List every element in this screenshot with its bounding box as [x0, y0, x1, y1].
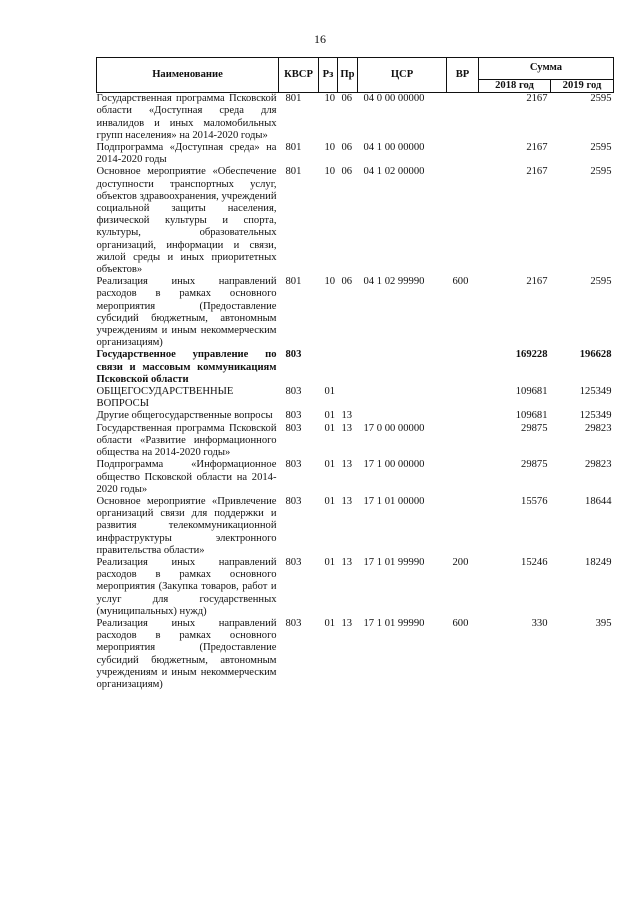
row-pr: [338, 386, 358, 410]
budget-table: [96, 57, 614, 691]
header-vr: ВР: [447, 58, 479, 93]
row-csr: 04 1 00 00000: [363, 142, 425, 154]
table-row: [97, 618, 614, 691]
row-kvsr: 803: [285, 410, 302, 422]
row-pr: 06: [341, 93, 353, 105]
row-csr: [358, 349, 447, 386]
row-pr: 13: [341, 495, 353, 507]
row-sum-2018: 2167: [526, 166, 548, 178]
table-row: [97, 496, 614, 557]
row-kvsr: 803: [285, 495, 302, 507]
row-csr: 17 1 00 00000: [363, 459, 425, 471]
row-kvsr: 801: [285, 93, 302, 105]
row-rz: 10: [324, 166, 336, 178]
row-sum-2018: 2167: [526, 93, 548, 105]
row-name: Реализация иных направлений расходов в рамках основного мероприятия (Предоставление субсидий бюджетным, автономным учреждениям и иным некоммерческим организациям): [96, 617, 277, 690]
header-sum: Сумма: [479, 58, 614, 80]
table-row: [97, 142, 614, 166]
row-sum-2019: 125349: [579, 386, 612, 398]
row-kvsr: 803: [285, 386, 302, 398]
table-row: [97, 166, 614, 276]
row-sum-2018: 15576: [521, 495, 548, 507]
row-sum-2018: 29875: [521, 422, 548, 434]
row-sum-2019: 2595: [590, 276, 612, 288]
row-vr: [447, 386, 479, 410]
row-csr: 04 1 02 00000: [363, 166, 425, 178]
row-rz: 01: [324, 556, 336, 568]
table-header: [97, 58, 614, 93]
row-csr: [358, 410, 447, 422]
row-sum-2019: 29823: [585, 459, 612, 471]
row-rz: 01: [324, 617, 336, 629]
table-row: [97, 423, 614, 460]
row-name: Реализация иных направлений расходов в рамках основного мероприятия (Предоставление субсидий бюджетным, автономным учреждениям и иным некоммерческим организациям): [96, 276, 277, 349]
row-sum-2019: 196628: [579, 349, 612, 361]
row-sum-2018: 169228: [515, 349, 548, 361]
row-vr: [447, 496, 479, 557]
header-csr: ЦСР: [358, 58, 447, 93]
row-rz: 01: [324, 495, 336, 507]
row-vr: 600: [452, 617, 469, 629]
row-pr: 06: [341, 276, 353, 288]
header-name: Наименование: [97, 58, 279, 93]
row-csr: 17 1 01 99990: [363, 556, 425, 568]
row-sum-2019: 29823: [585, 422, 612, 434]
table-row: [97, 386, 614, 410]
row-vr: [447, 410, 479, 422]
row-sum-2019: 125349: [579, 410, 612, 422]
row-rz: 01: [324, 459, 336, 471]
row-sum-2018: 109681: [515, 410, 548, 422]
table-row: [97, 557, 614, 618]
row-rz: 01: [324, 410, 336, 422]
page-number: 16: [314, 32, 326, 46]
header-pr: Пр: [338, 58, 358, 93]
row-sum-2018: 109681: [515, 386, 548, 398]
row-pr: 13: [341, 556, 353, 568]
row-sum-2018: 15246: [521, 556, 548, 568]
row-sum-2018: 2167: [526, 276, 548, 288]
row-sum-2019: 2595: [590, 142, 612, 154]
row-sum-2019: 18249: [585, 556, 612, 568]
row-name: Другие общегосударственные вопросы: [96, 410, 273, 422]
row-sum-2018: 2167: [526, 142, 548, 154]
table-row: [97, 276, 614, 349]
row-sum-2019: 2595: [590, 166, 612, 178]
row-vr: [447, 93, 479, 142]
row-pr: 13: [341, 617, 353, 629]
row-sum-2018: 29875: [521, 459, 548, 471]
table-row: [97, 349, 614, 386]
row-kvsr: 803: [285, 459, 302, 471]
row-name: Реализация иных направлений расходов в рамках основного мероприятия (Закупка товаров, работ и услуг для государственных (муниципальных) нужд): [96, 556, 277, 617]
table-row: [97, 410, 614, 422]
row-pr: [338, 349, 358, 386]
row-sum-2019: 2595: [590, 93, 612, 105]
row-kvsr: 803: [285, 422, 302, 434]
table-body: [97, 93, 614, 691]
row-csr: [358, 386, 447, 410]
row-pr: 06: [341, 166, 353, 178]
row-name: Государственная программа Псковской области «Развитие информационного общества на 2014-2020 годы»: [96, 422, 277, 459]
table-row: [97, 93, 614, 142]
header-2018: 2018 год: [479, 80, 551, 93]
header-2019: 2019 год: [551, 80, 614, 93]
row-vr: [447, 349, 479, 386]
row-kvsr: 803: [285, 556, 302, 568]
row-rz: [319, 349, 338, 386]
table-row: [97, 459, 614, 496]
row-kvsr: 801: [285, 166, 302, 178]
row-csr: 04 1 02 99990: [363, 276, 425, 288]
row-name: Государственное управление по связи и массовым коммуникациям Псковской области: [96, 349, 277, 385]
row-kvsr: 803: [285, 617, 302, 629]
row-pr: 06: [341, 142, 353, 154]
row-pr: 13: [341, 459, 353, 471]
row-rz: 10: [324, 142, 336, 154]
row-vr: [447, 142, 479, 166]
row-name: Основное мероприятие «Привлечение организаций связи для поддержки и развития телекоммуникационной инфраструктуры электронного правительства области»: [96, 495, 277, 556]
row-name: Подпрограмма «Доступная среда» на 2014-2020 годы: [96, 142, 277, 166]
row-name: ОБЩЕГОСУДАРСТВЕННЫЕ ВОПРОСЫ: [96, 386, 234, 410]
row-name: Подпрограмма «Информационное общество Псковской области на 2014-2020 годы»: [96, 459, 277, 495]
header-kvsr: КВСР: [279, 58, 319, 93]
row-rz: 10: [324, 93, 336, 105]
row-pr: 13: [341, 410, 353, 422]
row-kvsr: 801: [285, 276, 302, 288]
row-rz: 01: [324, 422, 336, 434]
row-csr: 17 1 01 00000: [363, 495, 425, 507]
row-kvsr: 801: [285, 142, 302, 154]
row-sum-2018: 330: [531, 617, 548, 629]
row-vr: [447, 459, 479, 496]
row-name: Государственная программа Псковской области «Доступная среда для инвалидов и иных маломобильных групп населения» на 2014-2020 годы»: [96, 93, 277, 141]
row-name: Основное мероприятие «Обеспечение доступности транспортных услуг, объектов здравоохранения, учреждений социальной защиты населения, физической культуры и спорта, культуры, образовательных организаций, информации и связи, жилой среды и иных приоритетных объектов»: [96, 166, 277, 276]
row-csr: 04 0 00 00000: [363, 93, 425, 105]
row-pr: 13: [341, 422, 353, 434]
row-sum-2019: 18644: [585, 495, 612, 507]
row-vr: [447, 423, 479, 460]
row-vr: 600: [452, 276, 469, 288]
row-vr: [447, 166, 479, 276]
row-rz: 01: [324, 386, 336, 398]
row-csr: 17 0 00 00000: [363, 422, 425, 434]
row-sum-2019: 395: [595, 617, 612, 629]
row-kvsr: 803: [285, 349, 302, 361]
row-rz: 10: [324, 276, 336, 288]
row-csr: 17 1 01 99990: [363, 617, 425, 629]
header-rz: Рз: [319, 58, 338, 93]
row-vr: 200: [452, 556, 469, 568]
